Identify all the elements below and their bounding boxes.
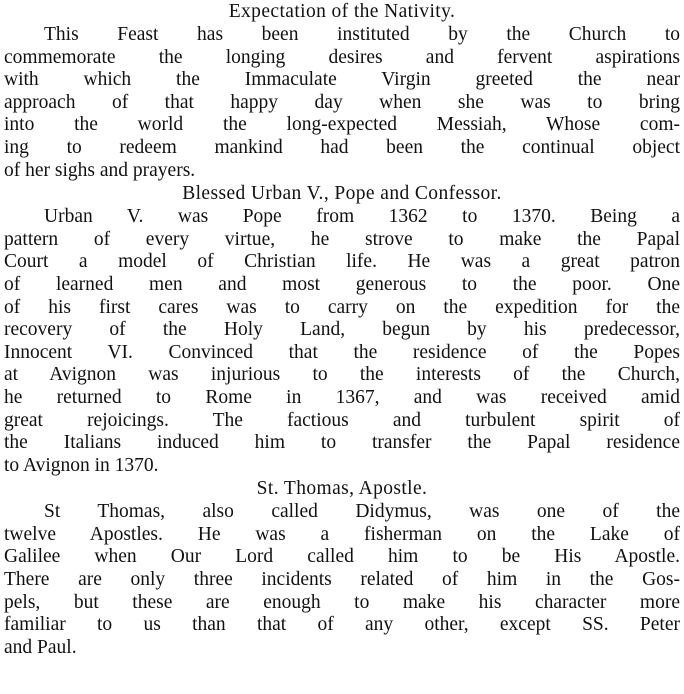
section-heading: Blessed Urban V., Pope and Confessor. <box>182 183 502 205</box>
paragraph <box>4 206 680 477</box>
text-line: pattern of every virtue, he strove to make the Papal <box>4 228 680 250</box>
text-line: St Thomas, also called Didymus, was one of the <box>44 501 680 523</box>
text-line: recovery of the Holy Land, begun by his predecessor, <box>4 319 680 341</box>
text-line: Urban V. was Pope from 1362 to 1370. Being a <box>44 206 680 228</box>
text-line: approach of that happy day when she was to bring <box>4 91 680 113</box>
text-line: of his first cares was to carry on the expedition for the <box>4 296 680 318</box>
section-st-thomas-apostle <box>4 477 680 659</box>
text-line: There are only three incidents related of him in the Gos- <box>4 569 680 591</box>
section-heading: Expectation of the Nativity. <box>228 1 456 22</box>
text-line: This Feast has been instituted by the Church to <box>44 24 680 45</box>
paragraph <box>4 24 680 182</box>
section-blessed-urban-v <box>4 182 680 477</box>
text-line: the Italians induced him to transfer the Papal residence <box>4 432 680 454</box>
text-line: into the world the long-expected Messiah, Whose com- <box>4 114 680 136</box>
text-line: of her sighs and prayers. <box>4 159 196 181</box>
text-line: to Avignon in 1370. <box>4 454 159 476</box>
section-expectation-of-the-nativity <box>4 0 680 182</box>
text-line: familiar to us than that of any other, except SS. Peter <box>4 614 680 636</box>
text-line: great rejoicings. The factious and turbulent spirit of <box>4 409 680 431</box>
text-line: Innocent VI. Convinced that the residence of the Popes <box>4 341 680 363</box>
text-line: ing to redeem mankind had been the continual object <box>4 136 680 158</box>
text-line: of learned men and most generous to the poor. One <box>4 273 680 295</box>
text-line: he returned to Rome in 1367, and was received amid <box>4 386 680 408</box>
text-line: Galilee when Our Lord called him to be His Apostle. <box>4 546 680 568</box>
text-line: commemorate the longing desires and fervent aspirations <box>4 46 680 68</box>
paragraph <box>4 501 680 659</box>
text-line: at Avignon was injurious to the interests of the Church, <box>4 364 680 386</box>
text-line: Court a model of Christian life. He was a great patron <box>4 251 680 273</box>
text-line: pels, but these are enough to make his character more <box>4 591 680 613</box>
text-line: and Paul. <box>4 636 77 658</box>
section-heading: St. Thomas, Apostle. <box>256 478 428 500</box>
text-line: twelve Apostles. He was a fisherman on the Lake of <box>4 523 680 545</box>
text-line: with which the Immaculate Virgin greeted the near <box>4 69 680 91</box>
